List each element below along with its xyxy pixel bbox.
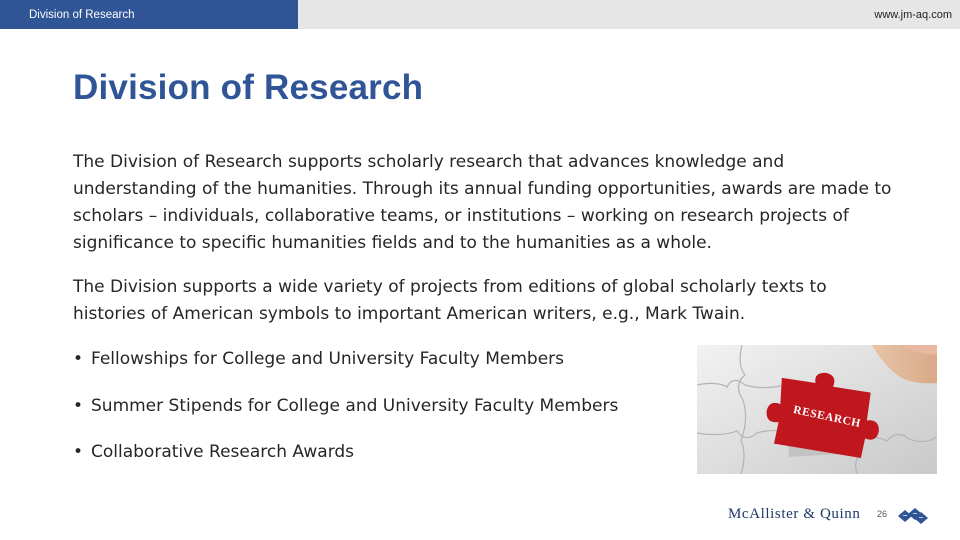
- bullet-text: Fellowships for College and University Faculty Members: [91, 349, 565, 369]
- website-url[interactable]: www.jm-aq.com: [874, 9, 952, 21]
- bullet-text: Collaborative Research Awards: [91, 442, 355, 462]
- intro-paragraph: The Division of Research supports scholarly research that advances knowledge and understanding of the humanities. Through its annual funding opportunities, awards are made to scholars – individuals, collaborative teams, or institutions – working on research projects of significance to specific humanities fields and to the humanities as a whole.: [73, 152, 892, 253]
- company-logo-icon: [896, 505, 930, 527]
- bullet-item: [73, 348, 564, 370]
- page-number: 26: [877, 509, 888, 519]
- top-bar: [0, 0, 960, 29]
- bullet-text: Summer Stipends for College and University Faculty Members: [91, 396, 619, 416]
- bullet-dot: •: [73, 349, 84, 369]
- puzzle-piece-label: RESEARCH: [792, 404, 862, 431]
- projects-paragraph: The Division supports a wide variety of projects from editions of global scholarly texts to histories of American symbols to important American writers, e.g., Mark Twain.: [73, 277, 827, 324]
- bullet-item: [73, 395, 618, 417]
- bullet-item: [73, 441, 354, 463]
- research-puzzle-image: [697, 345, 937, 474]
- section-tab: Division of Research: [0, 0, 298, 29]
- bullet-dot: •: [73, 442, 84, 462]
- slide-title: Division of Research: [73, 68, 424, 107]
- bullet-dot: •: [73, 396, 84, 416]
- company-logo-text: McAllister & Quinn: [728, 506, 861, 522]
